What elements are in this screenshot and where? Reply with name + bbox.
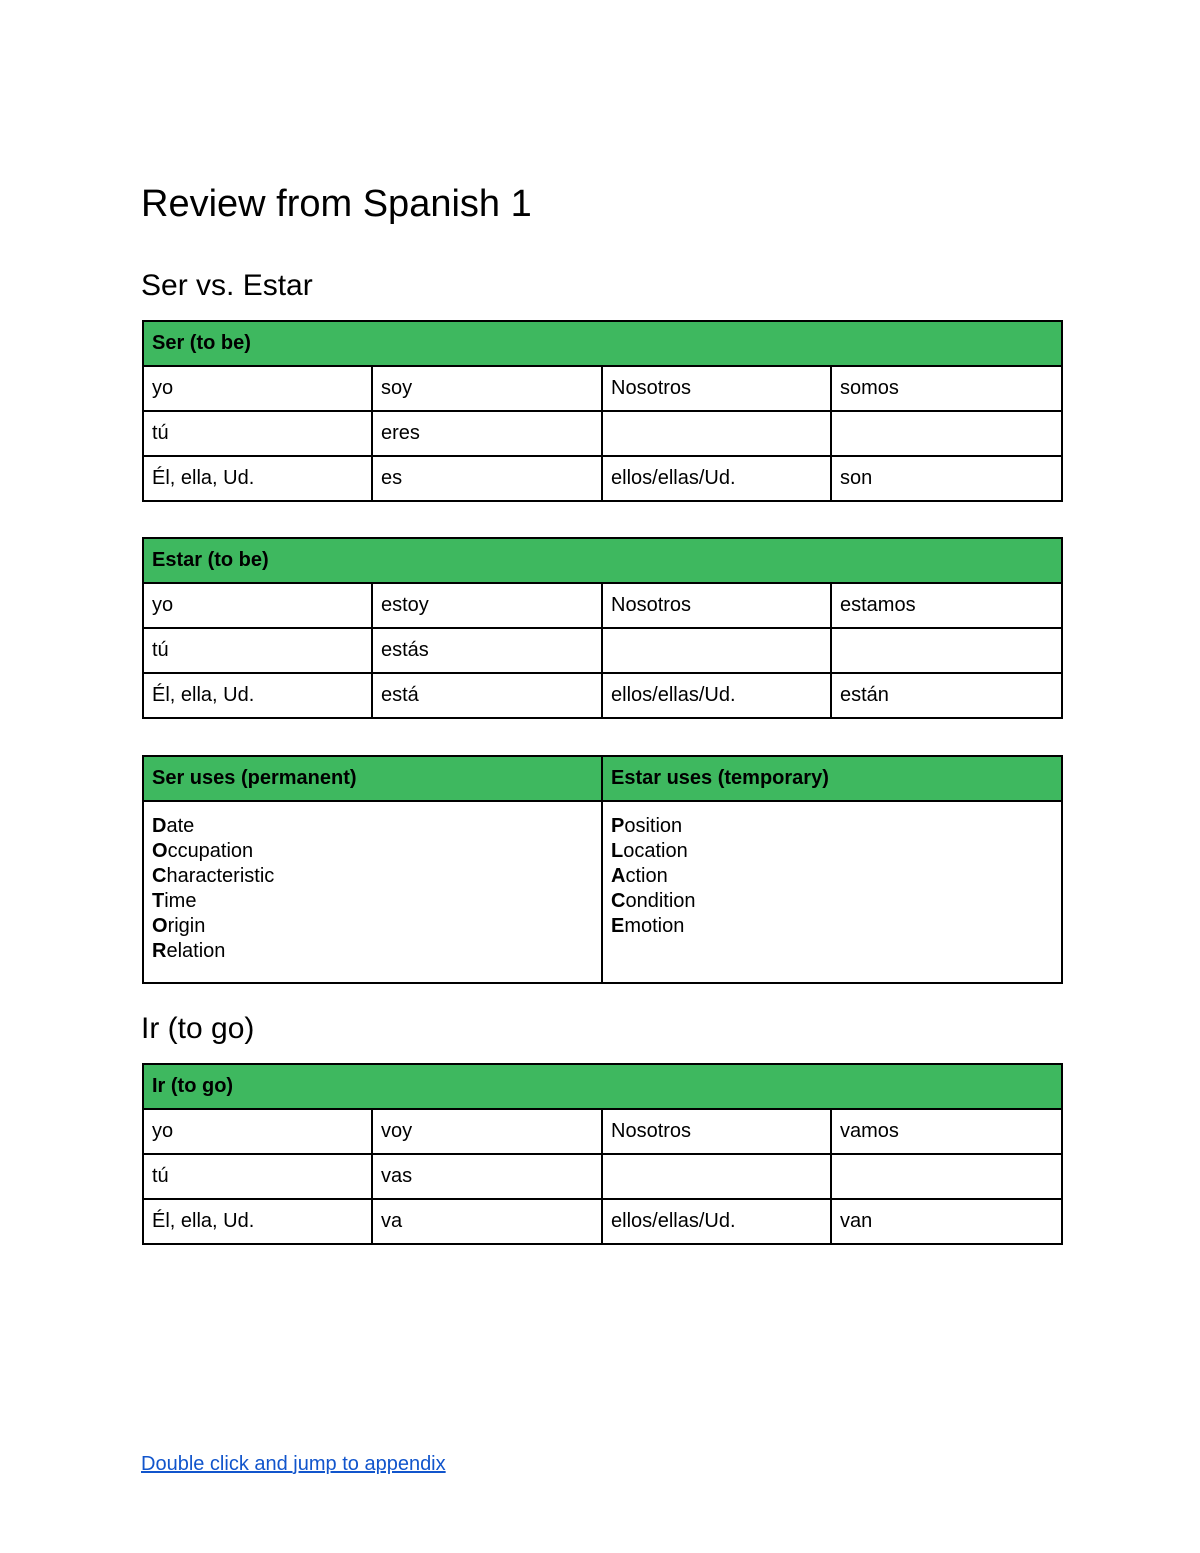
table-cell: están (831, 673, 1062, 718)
ser-uses-header: Ser uses (permanent) (143, 756, 602, 801)
table-cell: soy (372, 366, 602, 411)
table-cell: Él, ella, Ud. (143, 673, 372, 718)
ir-conjugation-table (142, 1063, 1063, 1245)
table-cell: tú (143, 1154, 372, 1199)
table-cell: es (372, 456, 602, 501)
table-row (143, 456, 1062, 501)
table-cell: yo (143, 366, 372, 411)
estar-uses-list (602, 801, 1062, 983)
list-item: Condition (611, 890, 696, 912)
table-header: Ser (to be) (143, 321, 1062, 366)
list-item: Action (611, 865, 668, 887)
list-item: Occupation (152, 840, 254, 862)
table-cell: yo (143, 583, 372, 628)
table-header: Estar (to be) (143, 538, 1062, 583)
table-cell: van (831, 1199, 1062, 1244)
table-cell: son (831, 456, 1062, 501)
table-cell: ellos/ellas/Ud. (602, 673, 831, 718)
list-item: Relation (152, 940, 226, 962)
table-row (143, 1154, 1062, 1199)
table-cell: Él, ella, Ud. (143, 456, 372, 501)
ir-heading: Ir (to go) (141, 1012, 255, 1045)
table-cell: Nosotros (602, 583, 831, 628)
list-item: Date (152, 815, 195, 837)
table-cell: tú (143, 411, 372, 456)
table-cell: eres (372, 411, 602, 456)
estar-conjugation-table (142, 537, 1063, 719)
table-cell: estamos (831, 583, 1062, 628)
table-cell: somos (831, 366, 1062, 411)
table-cell (831, 1154, 1062, 1199)
table-cell: estás (372, 628, 602, 673)
table-cell (602, 411, 831, 456)
table-header: Ir (to go) (143, 1064, 1062, 1109)
table-cell (831, 628, 1062, 673)
ser-vs-estar-heading: Ser vs. Estar (141, 269, 313, 302)
table-cell: yo (143, 1109, 372, 1154)
list-item: Position (611, 815, 683, 837)
table-cell: estoy (372, 583, 602, 628)
table-cell: Él, ella, Ud. (143, 1199, 372, 1244)
list-item: Time (152, 890, 197, 912)
table-cell: voy (372, 1109, 602, 1154)
table-cell: va (372, 1199, 602, 1244)
list-item: Origin (152, 915, 206, 937)
page-title: Review from Spanish 1 (141, 183, 532, 225)
list-item: Location (611, 840, 688, 862)
table-cell: ellos/ellas/Ud. (602, 1199, 831, 1244)
estar-uses-header: Estar uses (temporary) (602, 756, 1062, 801)
table-row (143, 1109, 1062, 1154)
table-cell: está (372, 673, 602, 718)
table-cell: Nosotros (602, 1109, 831, 1154)
table-row (143, 673, 1062, 718)
ser-uses-list (143, 801, 602, 983)
table-row (143, 366, 1062, 411)
table-cell: vas (372, 1154, 602, 1199)
list-item: Characteristic (152, 865, 275, 887)
table-row (143, 411, 1062, 456)
list-item: Emotion (611, 915, 685, 937)
table-row (143, 801, 1062, 983)
table-row (143, 1199, 1062, 1244)
table-cell (831, 411, 1062, 456)
appendix-link[interactable]: Double click and jump to appendix (141, 1453, 446, 1475)
ser-estar-uses-table (142, 755, 1063, 984)
table-cell (602, 1154, 831, 1199)
ser-conjugation-table (142, 320, 1063, 502)
table-row (143, 628, 1062, 673)
table-cell: vamos (831, 1109, 1062, 1154)
table-row (143, 583, 1062, 628)
table-cell: ellos/ellas/Ud. (602, 456, 831, 501)
table-cell: Nosotros (602, 366, 831, 411)
table-cell: tú (143, 628, 372, 673)
table-cell (602, 628, 831, 673)
